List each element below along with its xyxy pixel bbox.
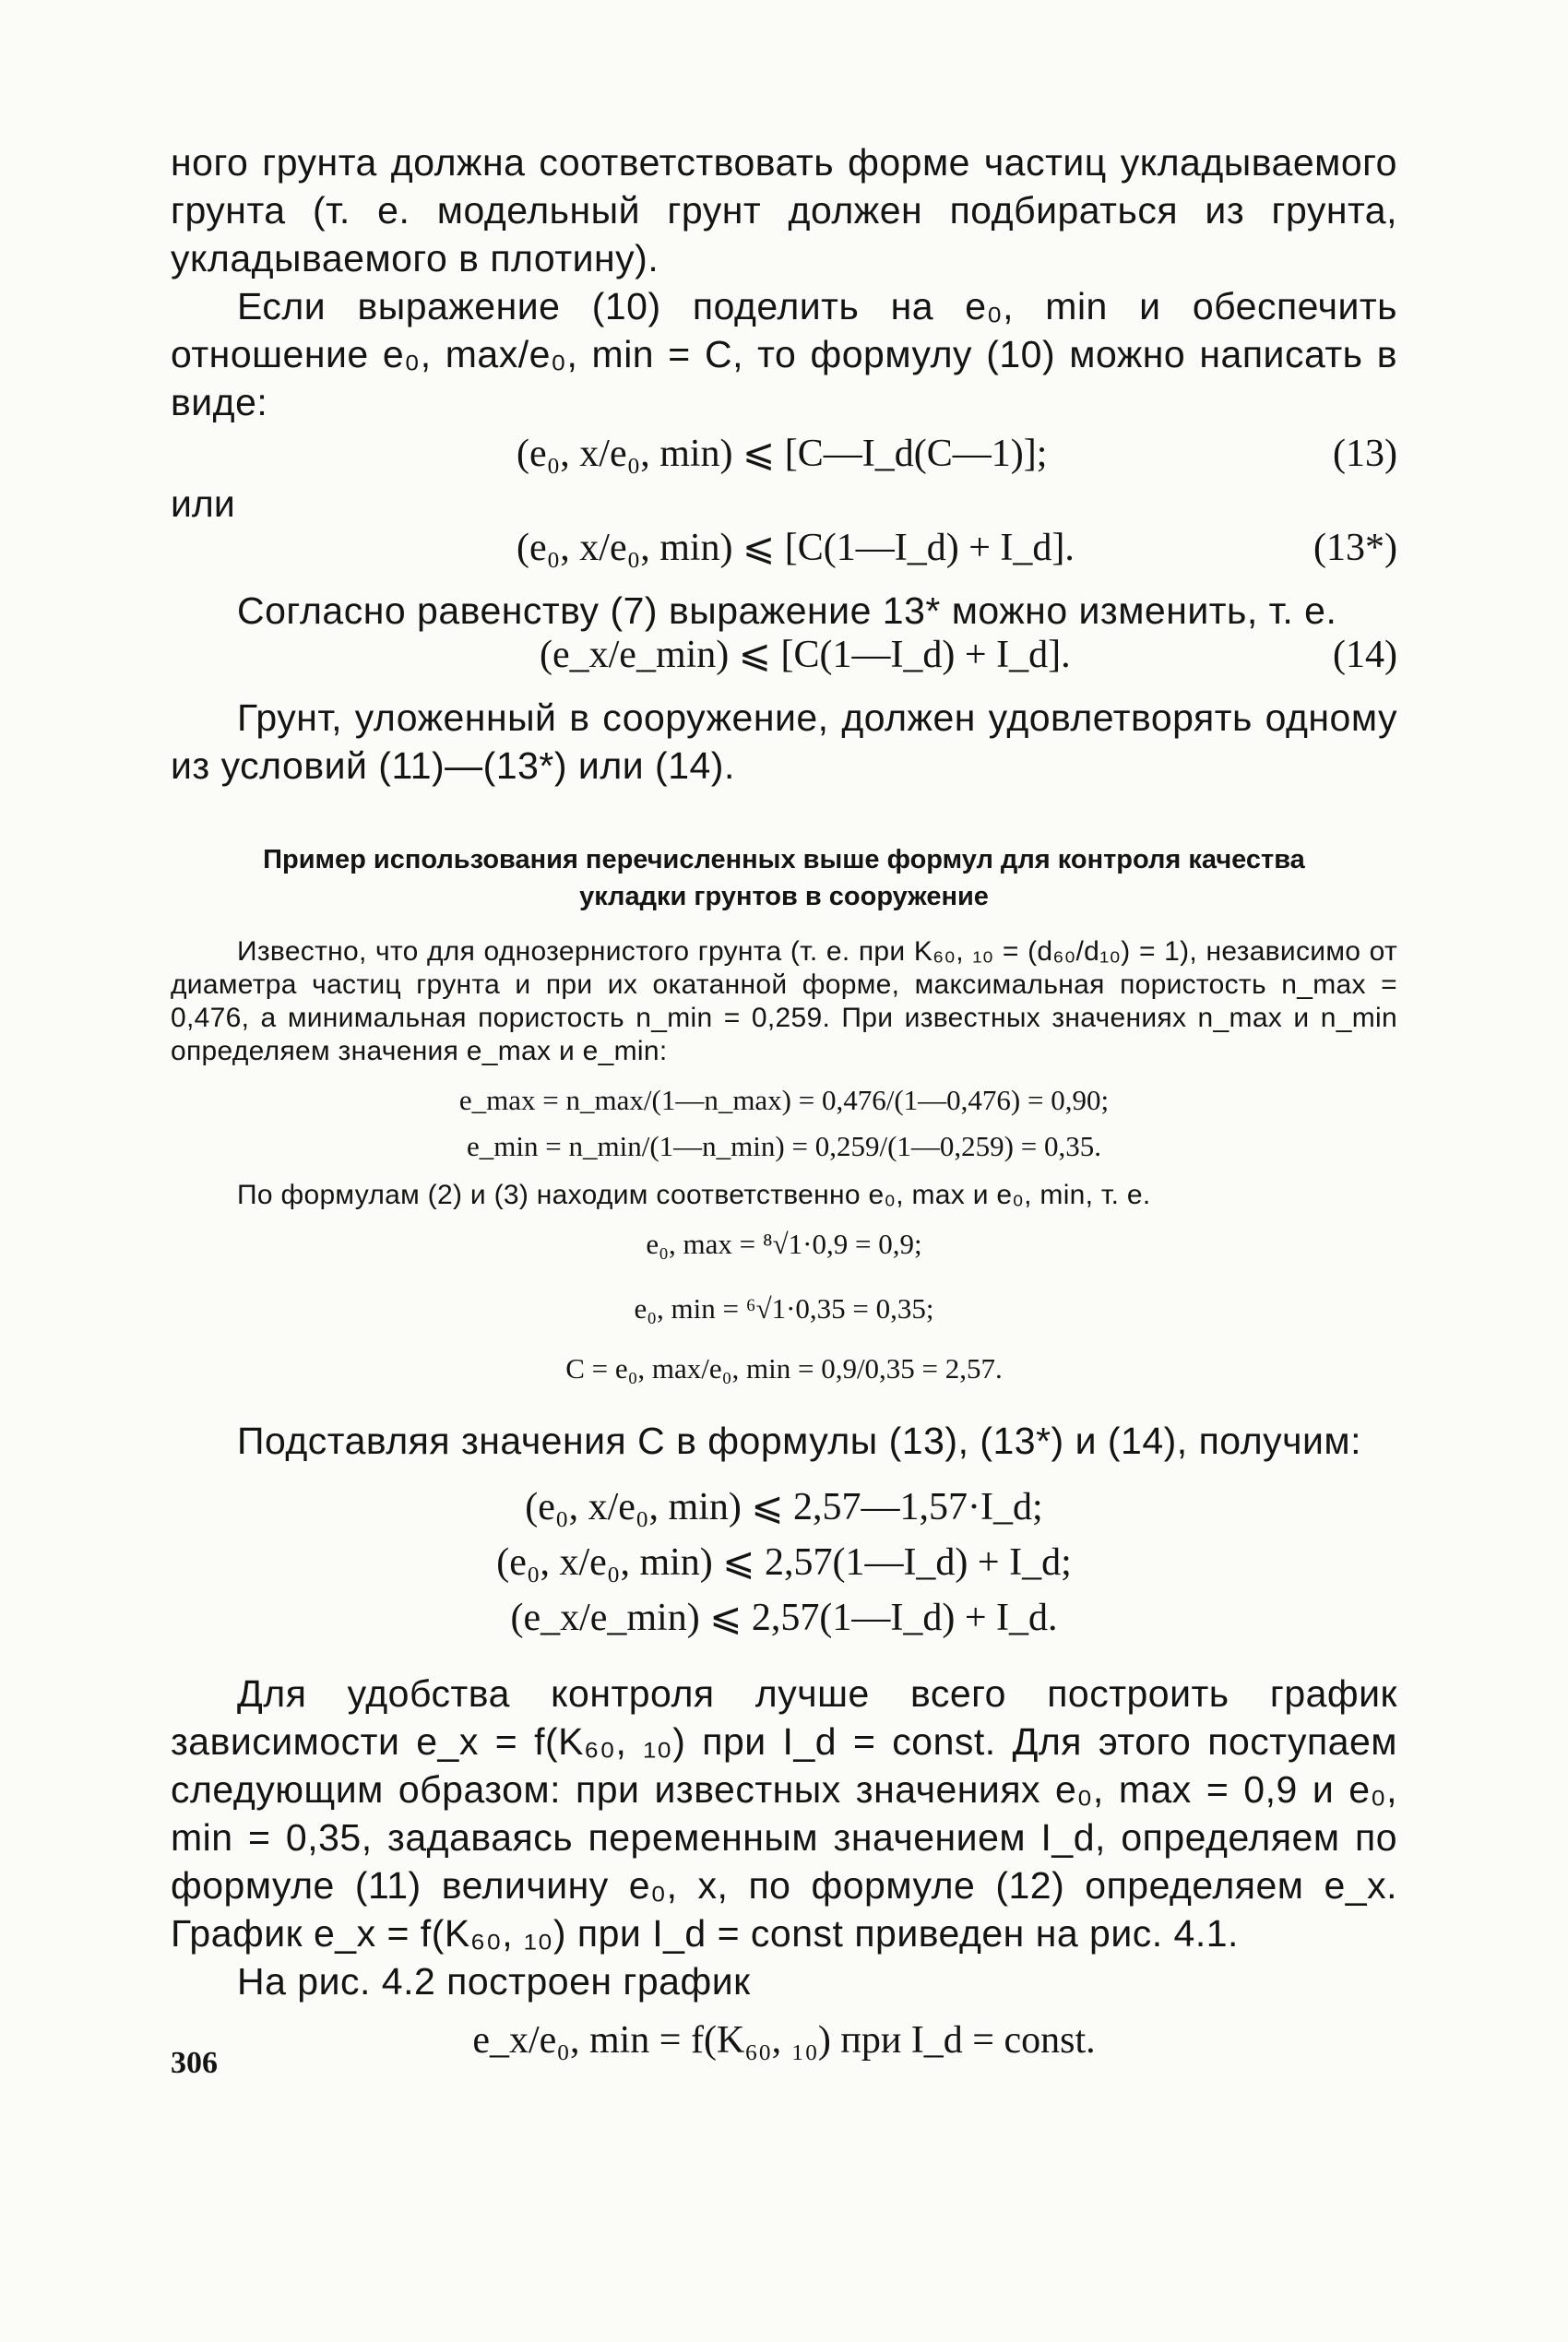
- paragraph-text: ного грунта должна соответствовать форме частиц укладываемого грунта (т. е. модельный грунт должен подбираться из грунта, укладываемого в плотину).: [171, 141, 1397, 279]
- paragraph-text: Грунт, уложенный в сооружение, должен удовлетворять одному из условий (11)—(13*) или (14).: [171, 696, 1397, 787]
- formula-expression: (e_x/e_min) ⩽ [C(1—I_d) + I_d].: [540, 634, 1071, 676]
- example-formula-emax: e_max = n_max/(1—n_max) = 0,476/(1—0,476) = 0,90;: [458, 1084, 1110, 1116]
- formula-13-star: [171, 522, 1397, 574]
- result-formula-3: (e_x/e_min) ⩽ 2,57(1—I_d) + I_d.: [510, 1597, 1058, 1639]
- paragraph: [171, 694, 1397, 790]
- example-paragraph: [171, 1179, 1397, 1212]
- paragraph: [171, 282, 1397, 426]
- example-formula-c: C = e₀, max/e₀, min = 0,9/0,35 = 2,57.: [565, 1352, 1003, 1385]
- paragraph-text: Для удобства контроля лучше всего построить график зависимости e_x = f(K₆₀, ₁₀) при I_d = const. Для этого поступаем следующим образом: при известных значениях e₀, max = 0,9 и e₀, min = 0,35, задаваясь переменным значением I_d, определяем по формуле (11) величину e₀, x, по формуле (12) определяем e_x. График e_x = f(K₆₀, ₁₀) при I_d = const приведен на рис. 4.1.: [171, 1672, 1397, 1955]
- formula-number: (13*): [1313, 527, 1397, 569]
- paragraph-text: Известно, что для однозернистого грунта (т. е. при K₆₀, ₁₀ = (d₆₀/d₁₀) = 1), независимо от диаметра частиц грунта и при их окатанной форме, максимальная пористость n_max = 0,476, а минимальная пористость n_min = 0,259. При известных значениях n_max и n_min определяем значения e_max и e_min:: [171, 936, 1397, 1066]
- example-formula-e0min: e₀, min = ⁶√1·0,35 = 0,35;: [634, 1292, 934, 1325]
- formula-expression: (e₀, x/e₀, min) ⩽ [C—I_d(C—1)];: [517, 433, 1048, 475]
- example-formula-e0max: e₀, max = ⁸√1·0,9 = 0,9;: [646, 1228, 922, 1260]
- paragraph-text: Подставляя значения C в формулы (13), (13*) и (14), получим:: [237, 1420, 1361, 1462]
- formula-number: (13): [1333, 433, 1397, 475]
- book-page: [171, 138, 1397, 2223]
- example-paragraph: [171, 935, 1397, 1068]
- paragraph: [171, 138, 1397, 282]
- paragraph: [171, 1670, 1397, 1957]
- final-formula: e_x/e₀, min = f(K₆₀, ₁₀) при I_d = const.: [472, 2019, 1096, 2062]
- paragraph: [171, 1417, 1397, 1465]
- formula-expression: (e₀, x/e₀, min) ⩽ [C(1—I_d) + I_d].: [517, 527, 1075, 569]
- paragraph: [171, 1957, 1397, 2005]
- paragraph: [171, 587, 1397, 635]
- formula-13: [171, 428, 1397, 480]
- or-word: или: [171, 482, 235, 525]
- paragraph-text: Согласно равенству (7) выражение 13* можно изменить, т. е.: [237, 589, 1337, 632]
- paragraph-text: На рис. 4.2 построен график: [237, 1960, 751, 2003]
- paragraph-text: Если выражение (10) поделить на e₀, min и обеспечить отношение e₀, max/e₀, min = C, то формулу (10) можно написать в виде:: [171, 285, 1397, 423]
- formula-14: [171, 629, 1397, 681]
- paragraph-text: По формулам (2) и (3) находим соответственно e₀, max и e₀, min, т. е.: [237, 1180, 1151, 1210]
- section-heading: Пример использования перечисленных выше формул для контроля качества укладки грунтов в сооружение: [263, 845, 1305, 911]
- page-number: 306: [171, 2046, 218, 2080]
- example-formula-emin: e_min = n_min/(1—n_min) = 0,259/(1—0,259) = 0,35.: [467, 1130, 1101, 1162]
- result-formula-2: (e₀, x/e₀, min) ⩽ 2,57(1—I_d) + I_d;: [496, 1541, 1072, 1584]
- formula-number: (14): [1333, 634, 1397, 676]
- result-formula-1: (e₀, x/e₀, min) ⩽ 2,57—1,57·I_d;: [525, 1486, 1043, 1528]
